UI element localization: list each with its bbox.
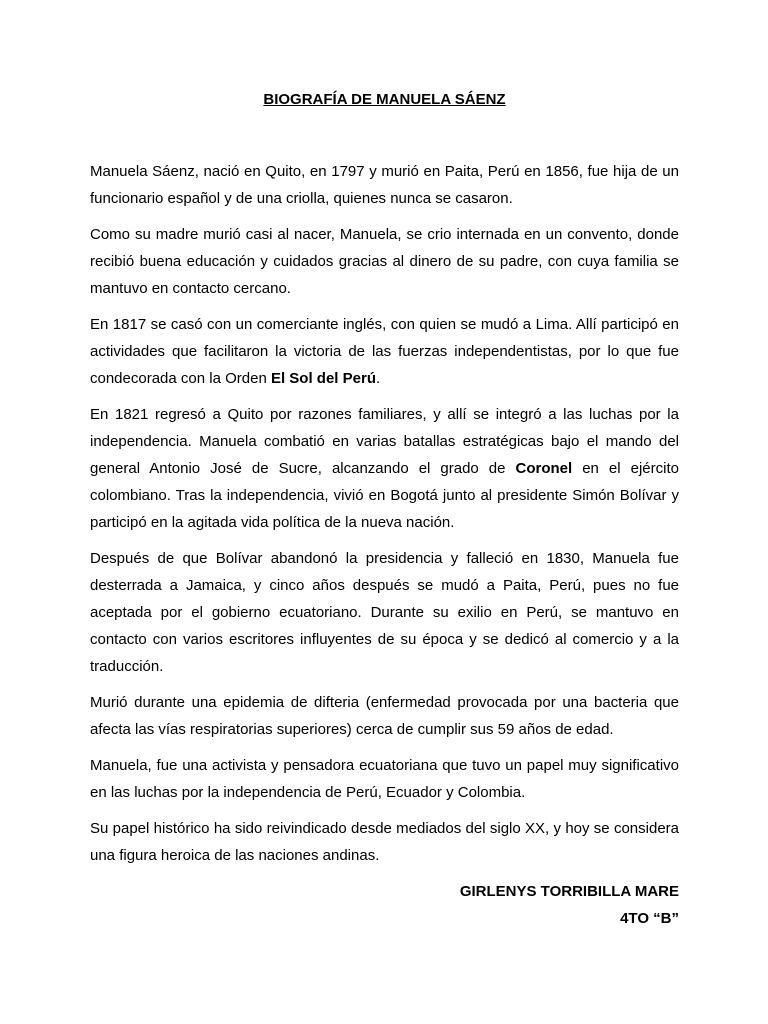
paragraph-quito <box>90 401 679 536</box>
order-name: El Sol del Perú <box>270 370 376 387</box>
paragraph-lima-text: En 1817 se casó con un comerciante inglés, con quien se mudó a Lima. Allí participó en actividades que facilitaron la victoria de las fuerzas independentistas, por lo que fue condecorada con la Orden <box>90 316 679 387</box>
paragraph-quito-end: en el ejército colombiano. Tras la independencia, vivió en Bogotá junto al presidente Simón Bolívar y participó en la agitada vida política de la nueva nación. <box>90 460 679 531</box>
author-grade: 4TO “B” <box>620 910 679 927</box>
paragraph-death: Murió durante una epidemia de difteria (enfermedad provocada por una bacteria que afecta las vías respiratorias superiores) cerca de cumplir sus 59 años de edad. <box>90 694 679 738</box>
rank-name: Coronel <box>515 460 573 477</box>
paragraph-lima-end: . <box>375 370 381 387</box>
paragraph-lima <box>90 311 679 392</box>
paragraph-quito-text: En 1821 regresó a Quito por razones familiares, y allí se integró a las luchas por la independencia. Manuela combatió en varias batallas estratégicas bajo el mando del general Antonio José de Sucre, alcanzando el grado de <box>90 406 679 477</box>
paragraph-legacy: Manuela, fue una activista y pensadora ecuatoriana que tuvo un papel muy significativo en las luchas por la independencia de Perú, Ecuador y Colombia. <box>90 757 679 801</box>
author-name: GIRLENYS TORRIBILLA MARE <box>459 883 679 900</box>
paragraph-recognition: Su papel histórico ha sido reivindicado desde mediados del siglo XX, y hoy se considera una figura heroica de las naciones andinas. <box>90 820 679 864</box>
signature-block <box>90 878 679 932</box>
paragraph-childhood: Como su madre murió casi al nacer, Manuela, se crio internada en un convento, donde recibió buena educación y cuidados gracias al dinero de su padre, con cuya familia se mantuvo en contacto cercano. <box>90 226 679 297</box>
document-body <box>90 158 679 869</box>
document-page <box>90 90 679 932</box>
paragraph-exile: Después de que Bolívar abandonó la presidencia y falleció en 1830, Manuela fue desterrada a Jamaica, y cinco años después se mudó a Paita, Perú, pues no fue aceptada por el gobierno ecuatoriano. Durante su exilio en Perú, se mantuvo en contacto con varios escritores influyentes de su época y se dedicó al comercio y a la traducción. <box>90 550 679 675</box>
document-title: BIOGRAFÍA DE MANUELA SÁENZ <box>263 91 506 108</box>
paragraph-birth: Manuela Sáenz, nació en Quito, en 1797 y murió en Paita, Perú en 1856, fue hija de un funcionario español y de una criolla, quienes nunca se casaron. <box>90 163 679 207</box>
